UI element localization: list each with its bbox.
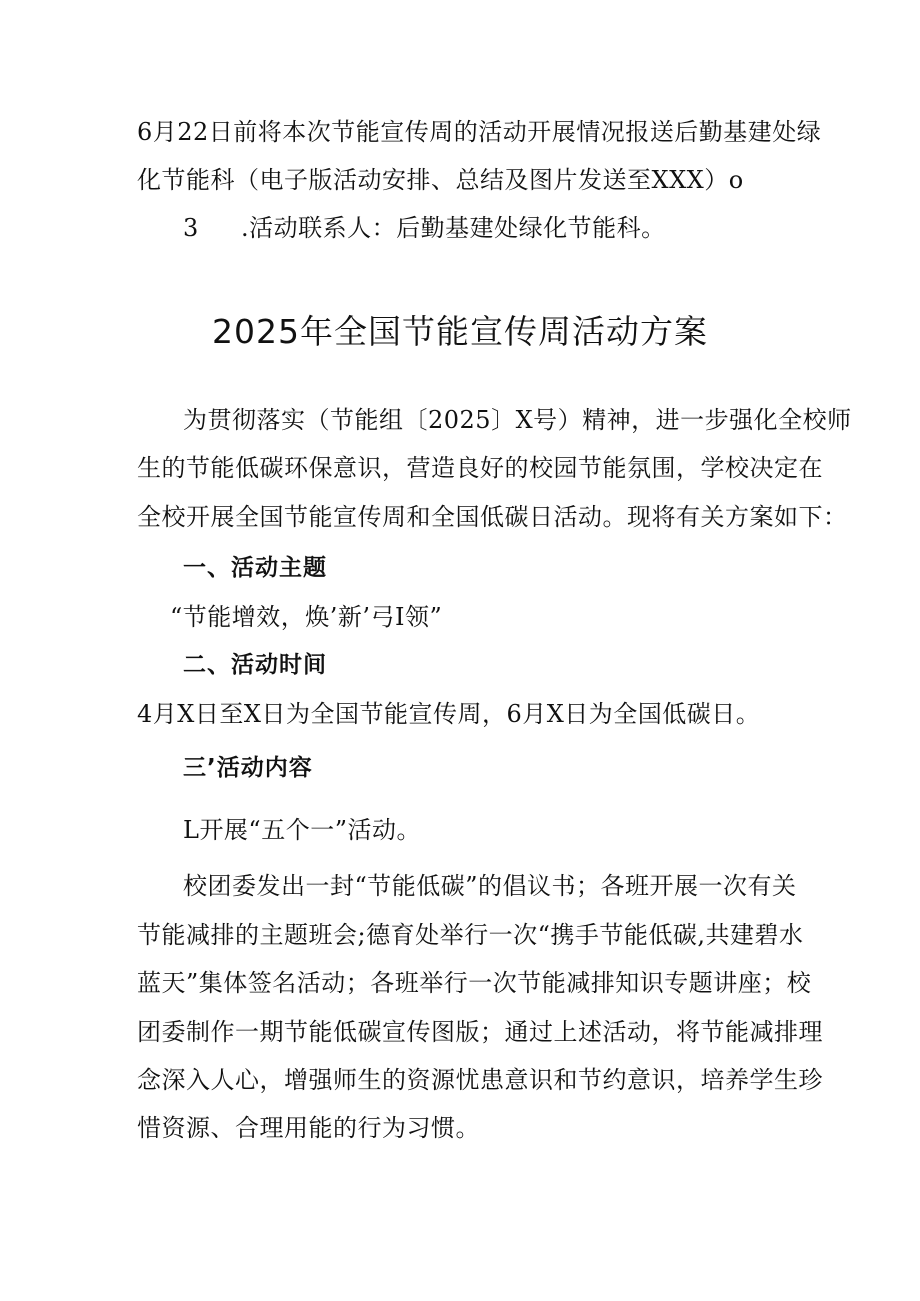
paragraph-line: 节能减排的主题班会;德育处举行一次“携手节能低碳,共建碧水 <box>137 921 804 949</box>
intro-line-1: 6月22日前将本次节能宣传周的活动开展情况报送后勤基建处绿 <box>137 118 822 146</box>
section-2-heading: 二、活动时间 <box>183 652 327 678</box>
paragraph-line: 惜资源、合理用能的行为习惯。 <box>137 1114 480 1142</box>
section-1-theme: “节能增效，焕’新’弓I领” <box>170 603 443 631</box>
paragraph-line: 蓝天”集体签名活动；各班举行一次节能减排知识专题讲座；校 <box>137 969 812 997</box>
paragraph-line: 念深入人心，增强师生的资源忧患意识和节约意识，培养学生珍 <box>137 1066 823 1094</box>
item-number: 3 <box>183 214 199 242</box>
section-3-heading: 三’活动内容 <box>183 755 313 781</box>
preamble-line-2: 生的节能低碳环保意识，营造良好的校园节能氛围，学校决定在 <box>137 454 823 482</box>
section-2-text: 4月X日至X日为全国节能宣传周，6月X日为全国低碳日。 <box>137 700 761 728</box>
section-3-sub-1: L开展“五个一”活动。 <box>183 816 421 844</box>
preamble-line-3: 全校开展全国节能宣传周和全国低碳日活动。现将有关方案如下： <box>137 503 848 531</box>
document-title: 2025年全国节能宣传周活动方案 <box>212 312 708 351</box>
paragraph-line: 校团委发出一封“节能低碳”的倡议书；各班开展一次有关 <box>183 872 797 900</box>
paragraph-line: 团委制作一期节能低碳宣传图版；通过上述活动，将节能减排理 <box>137 1018 823 1046</box>
intro-item-3 <box>183 211 666 245</box>
intro-line-2: 化节能科（电子版活动安排、总结及图片发送至XXX）o <box>137 166 744 194</box>
section-1-heading: 一、活动主题 <box>183 555 327 581</box>
preamble-line-1: 为贯彻落实（节能组〔2025〕X号）精神，进一步强化全校师 <box>183 406 852 434</box>
item-text: .活动联系人：后勤基建处绿化节能科。 <box>241 214 666 242</box>
